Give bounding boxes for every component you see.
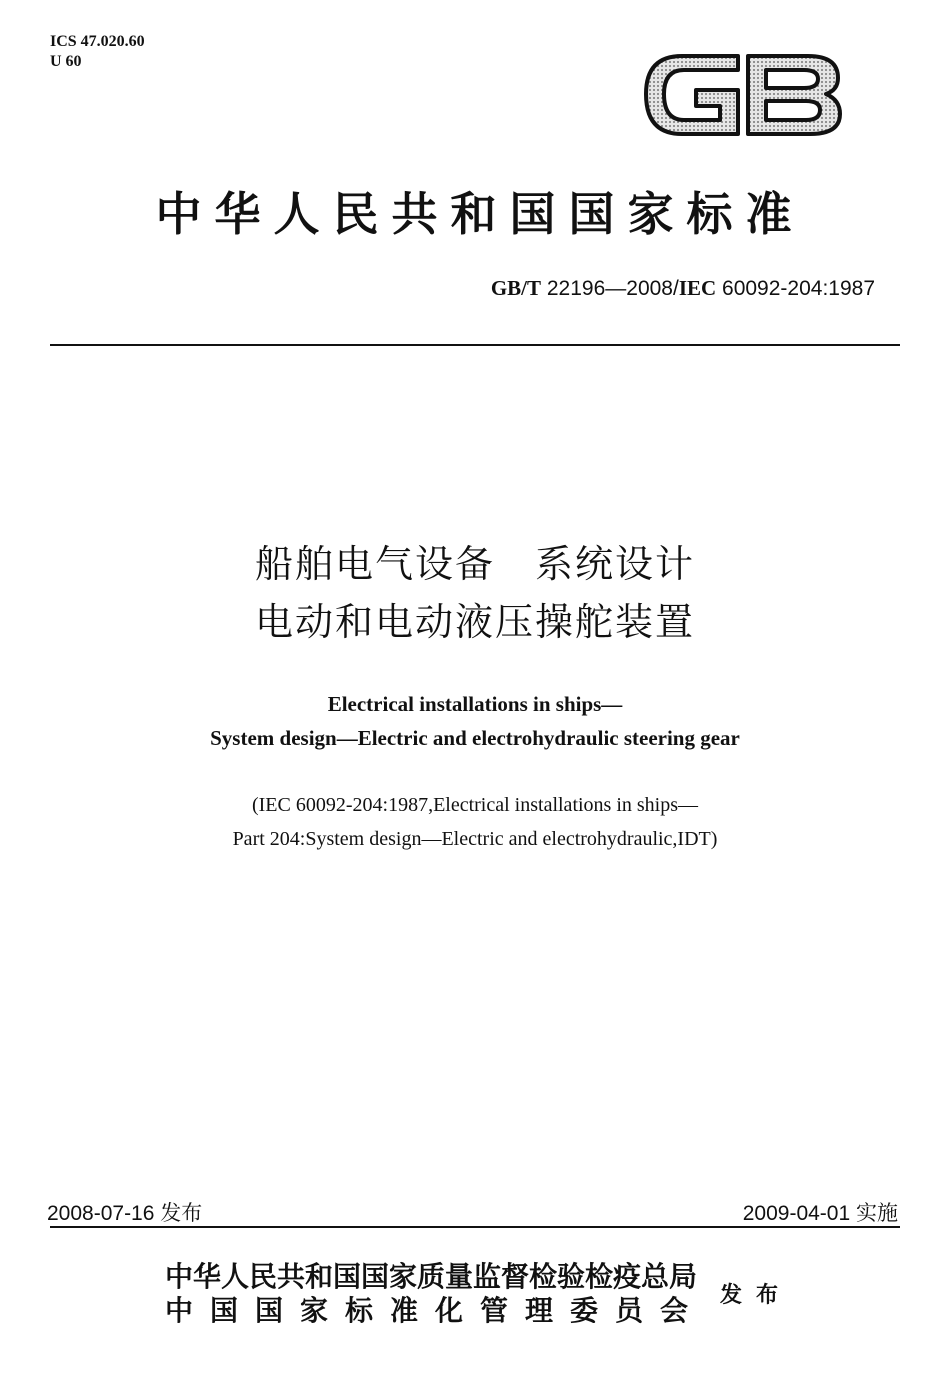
ccs-code: U 60	[50, 53, 82, 70]
equivalence-line-2: Part 204:System design—Electric and electrohydraulic,IDT)	[232, 828, 718, 850]
standard-number	[491, 276, 875, 301]
ics-code: ICS 47.020.60	[50, 33, 145, 50]
issue-date: 2008-07-16 发布	[47, 1202, 203, 1225]
std-code: 22196—2008/	[541, 277, 679, 300]
footer-divider	[50, 1226, 900, 1228]
header-divider	[50, 344, 900, 346]
classification-block	[50, 32, 145, 72]
publish-label: 发布	[720, 1283, 793, 1308]
national-standard-title: 中华人民共和国国家标准	[155, 187, 805, 241]
chinese-title	[0, 535, 950, 651]
english-title-line-1: Electrical installations in ships—	[327, 692, 623, 716]
gb-logo	[640, 44, 845, 146]
english-title-line-2: System design—Electric and electrohydraulic steering gear	[210, 726, 740, 750]
issuer-line-1: 中华人民共和国国家质量监督检验检疫总局	[165, 1260, 698, 1293]
issuer-line-2: 中国国家标准化管理委员会	[165, 1294, 706, 1327]
std-prefix: GB/T	[490, 276, 542, 300]
english-title	[0, 687, 950, 755]
iec-code: 60092-204:1987	[716, 277, 875, 300]
equivalence-note	[0, 788, 950, 856]
iec-prefix: IEC	[678, 276, 717, 300]
chinese-title-line-2: 电动和电动液压操舵装置	[254, 600, 695, 644]
equivalence-line-1: (IEC 60092-204:1987,Electrical installations in ships—	[251, 794, 699, 816]
effective-date: 2009-04-01 实施	[742, 1202, 898, 1225]
issuing-authorities	[165, 1260, 705, 1328]
chinese-title-line-1: 船舶电气设备 系统设计	[254, 542, 695, 586]
